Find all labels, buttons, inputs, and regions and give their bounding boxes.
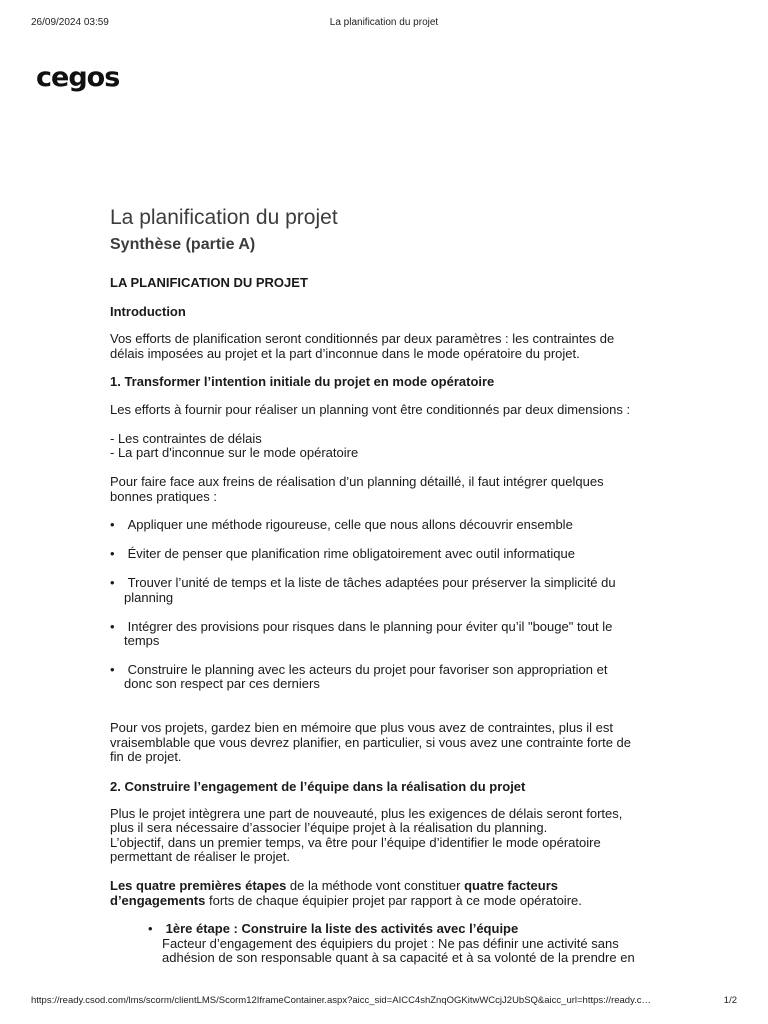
logo-text: cegos	[36, 62, 120, 93]
list-item	[110, 620, 682, 649]
intro-line: Vos efforts de planification seront conditionnés par deux paramètres : les contraintes de	[110, 331, 615, 346]
print-url: https://ready.csod.com/lms/scorm/clientLMS/Scorm12IframeContainer.aspx?aicc_sid=AICC4shZnqOGKitwWCcjJ2UbSQ&aicc_url=https://ready.c…	[31, 995, 652, 1006]
paragraph-line: L’objectif, dans un premier temps, va être pour l’équipe d’identifier le mode opératoire	[110, 834, 601, 850]
section1-paragraph1: Les efforts à fournir pour réaliser un planning vont être conditionnés par deux dimensions :	[110, 402, 631, 418]
dash-item: - La part d'inconnue sur le mode opératoire	[110, 445, 359, 461]
print-date: 26/09/2024 03:59	[31, 17, 109, 28]
print-header	[31, 17, 737, 31]
dash-item: - Les contraintes de délais	[110, 430, 262, 446]
list-item-text: Construire le planning avec les acteurs du projet pour favoriser son appropriation et	[127, 661, 608, 677]
good-practices-list	[110, 518, 682, 692]
step-title-text: 1ère étape : Construire la liste des activités avec l’équipe	[165, 921, 519, 937]
cegos-logo	[36, 62, 126, 98]
paragraph-line: bonnes pratiques :	[110, 488, 217, 504]
list-item-text: donc son respect par ces derniers	[124, 676, 320, 692]
paragraph-line: permettant de réaliser le projet.	[110, 849, 290, 865]
list-item-text: Appliquer une méthode rigoureuse, celle que nous allons découvrir ensemble	[127, 517, 573, 533]
paragraph-line: plus il sera nécessaire d’associer l’équipe projet à la réalisation du planning.	[110, 820, 548, 836]
paragraph-line: Pour vos projets, gardez bien en mémoire que plus vous avez de contraintes, plus il est	[110, 719, 613, 735]
list-item-text: Trouver l’unité de temps et la liste de tâches adaptées pour préserver la simplicité du	[127, 575, 616, 591]
list-item-text: planning	[124, 589, 174, 605]
section1-heading: 1. Transformer l’intention initiale du projet en mode opératoire	[110, 374, 495, 390]
section2-heading: 2. Construire l’engagement de l’équipe dans la réalisation du projet	[110, 778, 526, 794]
intro-line: délais imposées au projet et la part d’inconnue dans le mode opératoire du projet.	[110, 345, 580, 361]
paragraph-line: Pour faire face aux freins de réalisation d’un planning détaillé, il faut intégrer quelques	[110, 473, 604, 489]
intro-heading: Introduction	[110, 304, 186, 319]
print-title: La planification du projet	[329, 17, 439, 28]
emphasis: Les quatre premières étapes	[110, 878, 287, 894]
document-title: La planification du projet	[110, 206, 338, 229]
print-footer	[31, 995, 737, 1009]
paragraph-text: de la méthode vont constituer	[286, 878, 465, 894]
list-item	[110, 547, 682, 562]
paragraph-line: vraisemblable que vous devrez planifier, en particulier, si vous avez une contrainte forte de	[110, 734, 632, 750]
section2-paragraph1	[110, 807, 682, 865]
step-line: adhésion de son responsable quant à sa capacité et à sa volonté de la prendre en	[162, 950, 635, 966]
section2-paragraph2	[110, 879, 682, 908]
step-title	[162, 921, 518, 936]
steps-list	[110, 922, 682, 966]
intro-paragraph	[110, 332, 682, 361]
emphasis: quatre facteurs	[464, 878, 559, 894]
paragraph-line: Plus le projet intègrera une part de nouveauté, plus les exigences de délais seront fortes,	[110, 805, 623, 821]
section1-dash-list	[110, 432, 682, 461]
emphasis: d’engagements	[110, 892, 206, 908]
page-number: 1/2	[723, 995, 737, 1006]
paragraph-text: forts de chaque équipier projet par rapport à ce mode opératoire.	[205, 892, 582, 908]
list-item-text: Éviter de penser que planification rime obligatoirement avec outil informatique	[127, 545, 575, 561]
section1-paragraph2	[110, 475, 682, 504]
step-item	[162, 922, 682, 966]
list-item	[110, 576, 682, 605]
paragraph-line: fin de projet.	[110, 749, 182, 765]
step-line: Facteur d’engagement des équipiers du projet : Ne pas définir une activité sans	[162, 935, 619, 951]
section1-paragraph3	[110, 721, 682, 765]
document-body	[110, 204, 682, 966]
list-item-text: temps	[124, 633, 160, 649]
list-item-text: Intégrer des provisions pour risques dans le planning pour éviter qu’il "bouge" tout le	[127, 618, 613, 634]
list-item	[110, 518, 682, 533]
document-subtitle: Synthèse (partie A)	[110, 236, 256, 253]
main-heading: LA PLANIFICATION DU PROJET	[110, 275, 308, 290]
list-item	[110, 663, 682, 692]
